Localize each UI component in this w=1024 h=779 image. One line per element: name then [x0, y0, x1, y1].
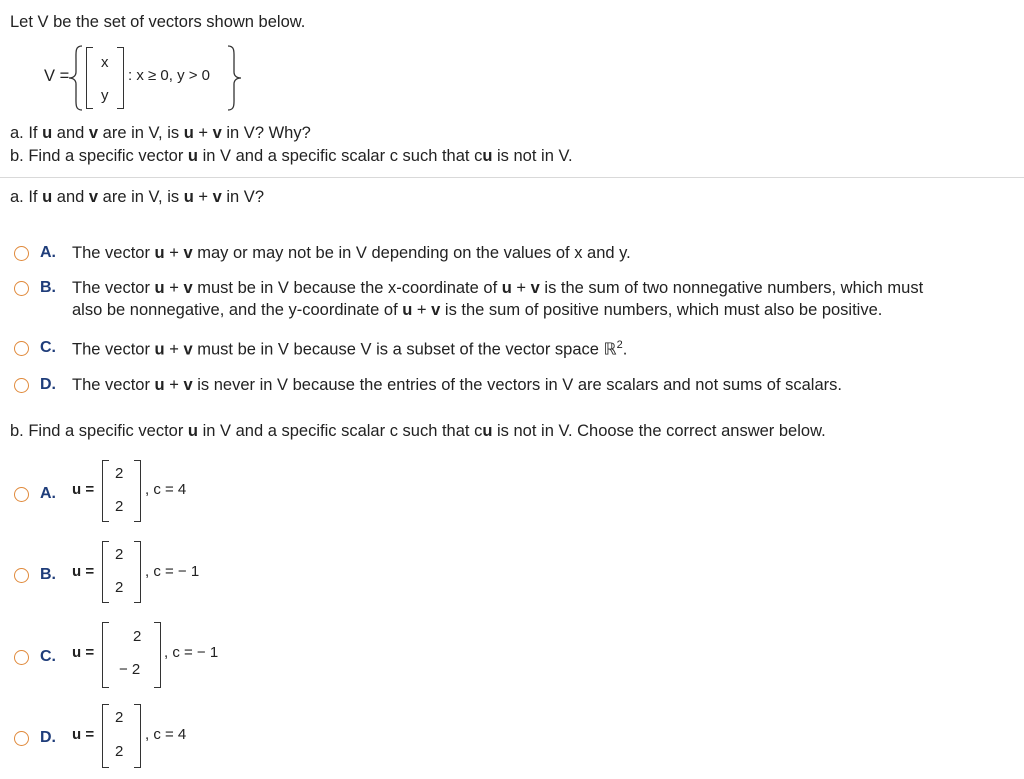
matrix-left-bracket [102, 541, 109, 603]
vector-bottom: − 2 [119, 661, 141, 678]
matrix-left-bracket [102, 460, 109, 522]
vector-bottom: 2 [115, 498, 124, 515]
matrix-right-bracket [134, 460, 141, 522]
problem-part-a: a. If u and v are in V, is u + v in V? Why? [10, 124, 311, 142]
vector-top: 2 [133, 628, 142, 645]
option-text-line1: The vector u + v must be in V because the x-coordinate of u + v is the sum of two nonnegative numbers, which must [72, 279, 924, 297]
option-letter: D. [40, 376, 56, 393]
option-letter: A. [40, 485, 56, 502]
set-condition: : x ≥ 0, y > 0 [128, 67, 211, 84]
option-text-line2: also be nonnegative, and the y-coordinate of u + v is the sum of positive numbers, which must also be positive. [72, 301, 883, 319]
option-text: The vector u + v may or may not be in V depending on the values of x and y. [72, 244, 631, 262]
radio-button[interactable] [14, 568, 29, 583]
radio-button[interactable] [14, 650, 29, 665]
matrix-right-bracket [134, 541, 141, 603]
question-a-prompt: a. If u and v are in V, is u + v in V? [10, 188, 264, 206]
scalar-value: , c = 4 [145, 481, 187, 498]
option-text: The vector u + v is never in V because the entries of the vectors in V are scalars and not sums of scalars. [72, 376, 842, 394]
option-letter: B. [40, 566, 56, 583]
vector-top: 2 [115, 709, 124, 726]
right-curly-brace [224, 44, 244, 112]
radio-button[interactable] [14, 281, 29, 296]
option-letter: B. [40, 279, 56, 296]
vector-top: 2 [115, 546, 124, 563]
radio-button[interactable] [14, 378, 29, 393]
scalar-value: , c = − 1 [164, 644, 219, 661]
radio-button[interactable] [14, 487, 29, 502]
vector-bottom: 2 [115, 743, 124, 760]
set-entry-top: x [101, 54, 109, 71]
problem-part-b: b. Find a specific vector u in V and a specific scalar c such that cu is not in V. [10, 147, 573, 165]
scalar-value: , c = − 1 [145, 563, 200, 580]
problem-intro: Let V be the set of vectors shown below. [10, 13, 306, 31]
option-text: The vector u + v must be in V because V is a subset of the vector space ℝ$^2$. [72, 339, 628, 359]
vector-lhs: u = [72, 726, 95, 743]
option-letter: C. [40, 339, 56, 356]
set-lhs: V = [44, 67, 70, 85]
matrix-left-bracket [86, 47, 93, 109]
set-entry-bottom: y [101, 87, 109, 104]
matrix-left-bracket [102, 622, 109, 688]
scalar-value: , c = 4 [145, 726, 187, 743]
radio-button[interactable] [14, 246, 29, 261]
matrix-left-bracket [102, 704, 109, 768]
vector-lhs: u = [72, 644, 95, 661]
radio-button[interactable] [14, 341, 29, 356]
matrix-right-bracket [134, 704, 141, 768]
option-letter: C. [40, 648, 56, 665]
question-b-prompt: b. Find a specific vector u in V and a specific scalar c such that cu is not in V. Choose the correct answer below. [10, 422, 826, 440]
vector-bottom: 2 [115, 579, 124, 596]
section-divider [0, 177, 1024, 178]
matrix-right-bracket [154, 622, 161, 688]
option-letter: D. [40, 729, 56, 746]
vector-top: 2 [115, 465, 124, 482]
radio-button[interactable] [14, 731, 29, 746]
matrix-right-bracket [117, 47, 124, 109]
vector-lhs: u = [72, 563, 95, 580]
option-letter: A. [40, 244, 56, 261]
left-curly-brace [66, 44, 86, 112]
vector-lhs: u = [72, 481, 95, 498]
